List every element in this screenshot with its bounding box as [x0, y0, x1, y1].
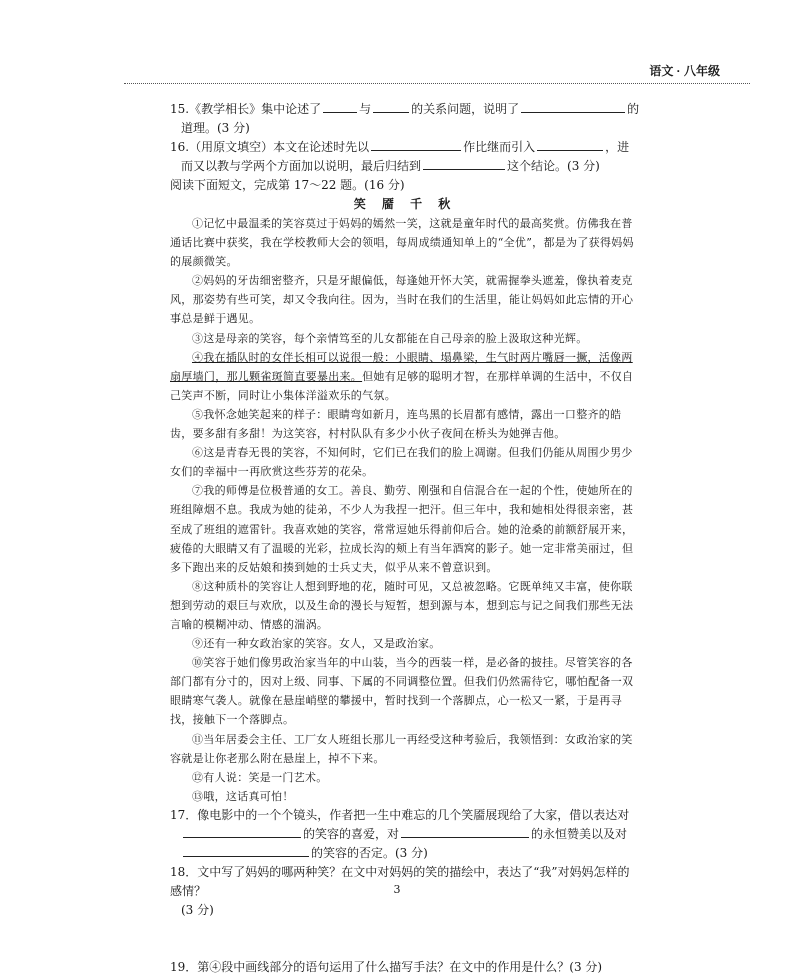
q16-text-d: 而又以教与学两个方面加以说明，最后归结到 — [181, 159, 422, 173]
q16-blank-1[interactable] — [371, 138, 461, 151]
article-paragraph-8: ⑧这种质朴的笑容让人想到野地的花，随时可见，又总被忽略。它既单纯又丰富，使你联想到劳动的艰巨与欢欣，以及生命的漫长与短暂，想到源与本，想到忘与记之间我们那些无法言喻的模糊冲动、情感的湍涡。 — [170, 579, 634, 631]
article-paragraph-6: ⑥这是青春无畏的笑容，不知何时，它们已在我们的脸上凋谢。但我们仍能从周围少男少女们的幸福中一再欣赏这些芬芳的花朵。 — [170, 446, 633, 479]
q17-blank-1[interactable] — [183, 825, 301, 838]
q15-text-a: 15.《教学相长》集中论述了 — [170, 102, 322, 116]
q15-text-b: 与 — [359, 102, 372, 116]
q15-text-c: 的关系问题，说明了 — [411, 102, 520, 116]
q15-blank-2[interactable] — [373, 100, 409, 113]
page-number: 3 — [393, 883, 401, 896]
article-paragraph-10: ⑩笑容于她们像男政治家当年的中山装，当今的西装一样，是必备的披挂。尽管笑容的各部门都有分寸的，因对上级、同事、下属的不同调整位置。但我们仍然需待它，哪怕配备一双眼睛寒气袭人。就像在悬崖峭壁的攀援中，暂时找到一个落脚点，心一松又一紧，于是再寻找，接触下一个落脚点。 — [170, 656, 634, 727]
article-paragraph-2: ②妈妈的牙齿细密整齐，只是牙龈偏低，每逢她开怀大笑，就需握拳头遮羞，像执着麦克风，那姿势有些可笑，却又令我向往。因为，当时在我们的生活里，能让妈妈如此忘情的开心事总是鲜于遇见。 — [170, 274, 634, 326]
article-paragraph-7: ⑦我的师傅是位极普通的女工。善良、勤劳、刚强和自信混合在一起的个性，使她所在的班组障烟不息。我成为她的徒弟，不少人为我捏一把汗。但三年中，我和她相处得很亲密，甚至成了班组的遮雷针。我喜欢她的笑容，常常逗她乐得前仰后合。她的沧桑的前额舒展开来，疲倦的大眼睛又有了温暖的光彩，拉成长沟的颊上有当年酒窝的影子。她一定非常美丽过，但多下跑出来的反姑娘和揍到她的士兵丈夫，似乎从来不曾意识到。 — [170, 484, 634, 574]
q15-blank-1[interactable] — [323, 100, 357, 113]
q15-blank-3[interactable] — [521, 100, 625, 113]
question-19: 19．第④段中画线部分的语句运用了什么描写手法？在文中的作用是什么？(3 分) — [170, 959, 603, 974]
answer-space-18[interactable] — [170, 920, 640, 958]
q16-line-2 — [170, 157, 640, 176]
reading-intro: 阅读下面短文，完成第 17～22 题。(16 分) — [170, 178, 405, 192]
header-divider — [124, 83, 750, 84]
article-title: 笑 靥 千 秋 — [353, 197, 457, 211]
question-16 — [170, 138, 640, 157]
q16-blank-3[interactable] — [423, 157, 505, 170]
question-18: 18．文中写了妈妈的哪两种笑？在文中对妈妈的笑的描绘中，表达了“我”对妈妈怎样的感情？ — [170, 864, 630, 898]
q16-text-e: 这个结论。(3 分) — [507, 159, 600, 173]
q16-blank-2[interactable] — [537, 138, 603, 151]
article-paragraph-1: ①记忆中最温柔的笑容莫过于妈妈的嫣然一笑，这就是童年时代的最高奖赏。仿佛我在普通话比赛中获奖，我在学校教师大会的领唱，每周成绩通知单上的“全优”，都是为了获得妈妈的展颜微笑。 — [170, 217, 634, 269]
q16-text-b: 作比继而引入 — [463, 140, 536, 154]
q15-line-2: 道理。(3 分) — [181, 121, 250, 135]
q17-text-c: 的永恒赞美以及对 — [531, 826, 628, 841]
article-paragraph-4 — [170, 348, 640, 405]
q16-text-a: 16.（用原文填空）本文在论述时先以 — [170, 140, 370, 154]
q17-line-2 — [170, 825, 640, 844]
q17-text-b: 的笑容的喜爱，对 — [303, 826, 400, 841]
q17-line-3 — [170, 844, 640, 863]
q17-blank-2[interactable] — [401, 825, 529, 838]
q18-line-2: (3 分) — [181, 902, 214, 917]
q16-text-c: ，进 — [605, 140, 630, 154]
paragraph-4-rest: 但她有足够的聪明才智，在那样单调的生活中，不仅自己笑声不断，同时让小集体洋溢欢乐的气氛。 — [170, 369, 634, 402]
page-content — [170, 100, 640, 977]
article-paragraph-9: ⑨还有一种女政治家的笑容。女人，又是政治家。 — [192, 637, 441, 651]
question-17: 17．像电影中的一个个镜头，作者把一生中难忘的几个笑靥展现给了大家，借以表达对 — [170, 807, 630, 822]
question-15 — [170, 100, 640, 119]
article-paragraph-12: ⑫有人说：笑是一门艺术。 — [192, 770, 328, 784]
article-paragraph-5: ⑤我怀念她笑起来的样子：眼睛弯如新月，连鸟黑的长眉都有感情，露出一口整齐的皓齿，要多甜有多甜！为这笑容，村村队队有多少小伙子夜间在桥头为她弹吉他。 — [170, 407, 622, 441]
article-paragraph-13: ⑬哦，这话真可怕！ — [192, 789, 294, 803]
q17-text-d: 的笑容的否定。(3 分) — [311, 845, 428, 860]
article-paragraph-3: ③这是母亲的笑容，每个亲情笃至的儿女都能在自己母亲的脸上汲取这种光辉。 — [192, 331, 588, 345]
article-paragraph-11: ⑪当年居委会主任、工厂女人班组长那儿一再经受这种考验后，我领悟到：女政治家的笑容就是让你老那么附在悬崖上，掉不下来。 — [170, 732, 633, 765]
q17-blank-3[interactable] — [183, 844, 309, 857]
q15-text-d: 的 — [627, 102, 640, 116]
paragraph-4-underlined: ④我在插队时的女伴长相可以说很一般：小眼睛、塌鼻梁，生气时两片嘴唇一撅，活像两扇厚墙门，那儿颗雀斑简直要暴出来。 — [170, 350, 633, 383]
header-subject: 语文 · 八年级 — [649, 64, 720, 78]
